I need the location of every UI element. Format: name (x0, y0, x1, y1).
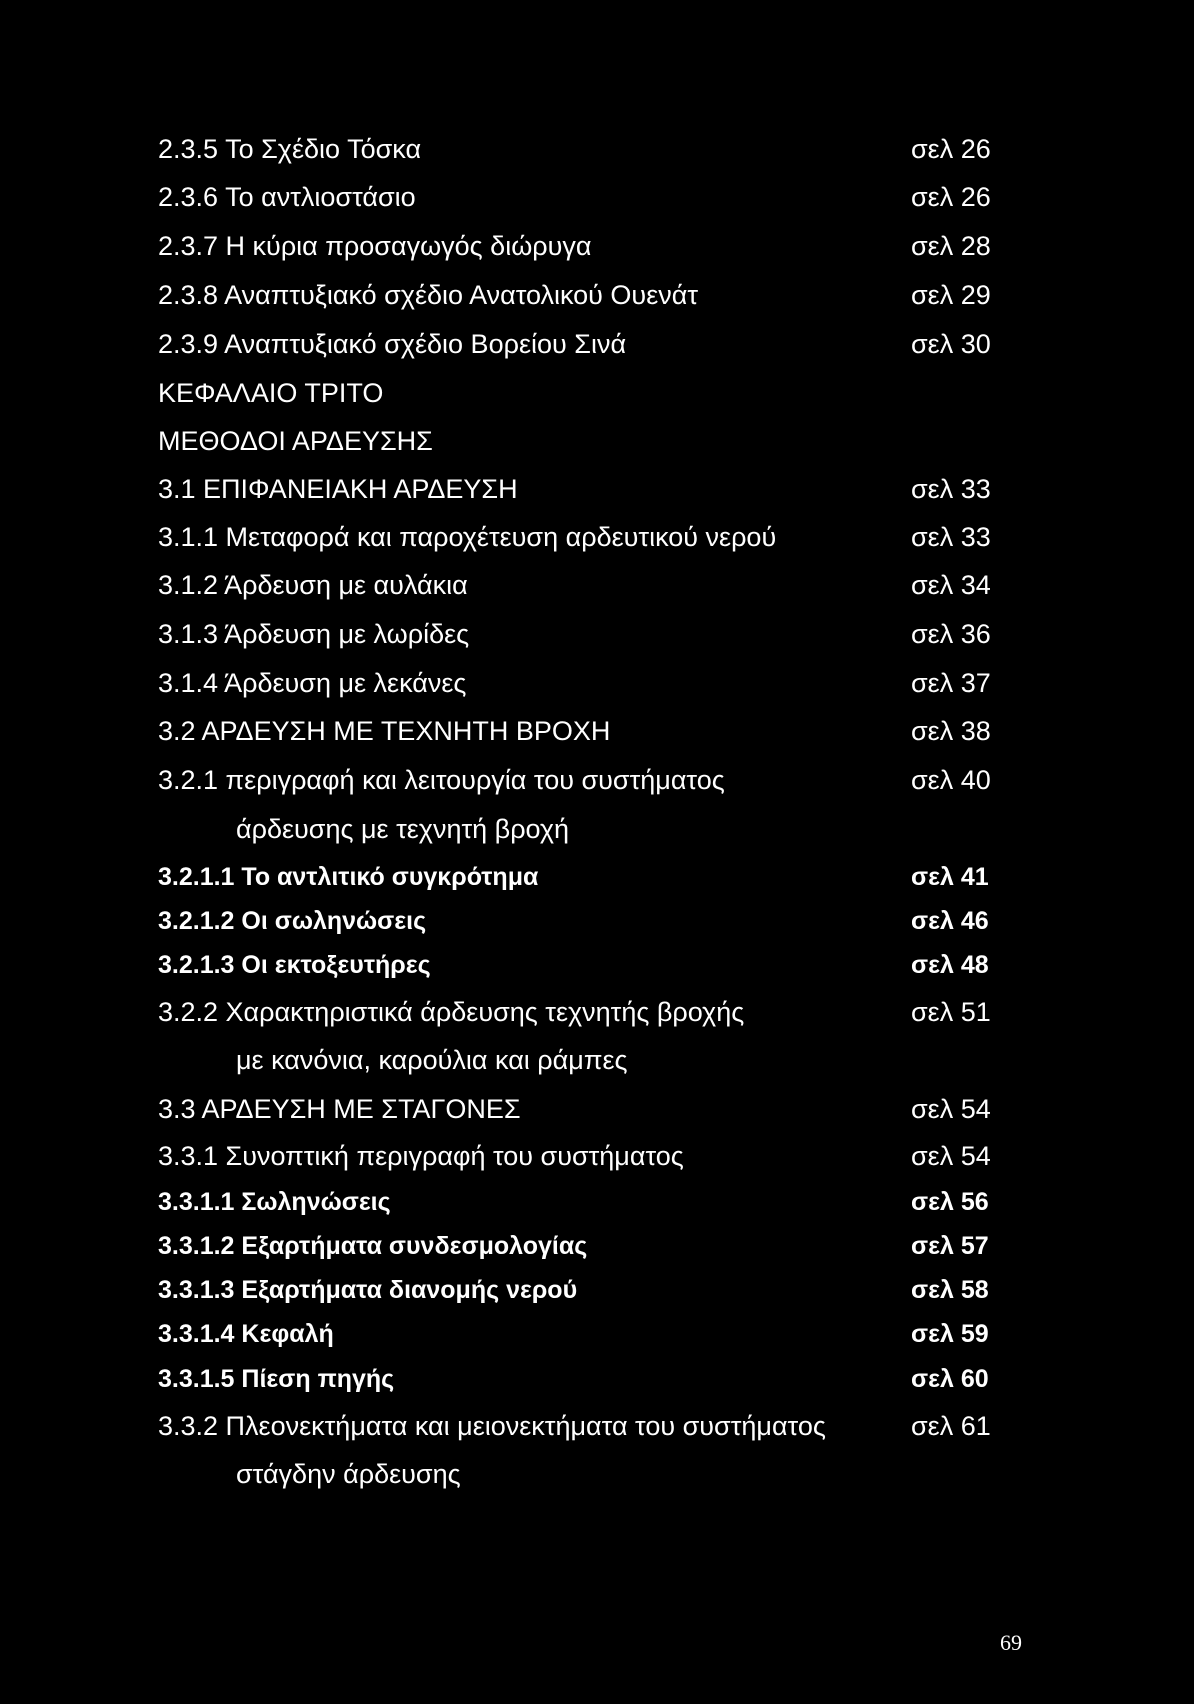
toc-entry-page: σελ 40 (911, 765, 991, 795)
toc-entry-title: άρδευσης με τεχνητή βροχή (236, 814, 570, 844)
toc-entry (158, 226, 1003, 266)
toc-entry-title: 3.1.1 Μεταφορά και παροχέτευση αρδευτικού νερού (158, 522, 777, 552)
toc-entry-title: 3.3.1.2 Εξαρτήματα συνδεσμολογίας (158, 1232, 588, 1260)
toc-entry (158, 614, 1003, 654)
toc-entry-title: 3.3.1.5 Πίεση πηγής (158, 1365, 395, 1393)
toc-entry (158, 129, 1003, 169)
toc-entry-page: σελ 30 (911, 329, 991, 359)
toc-entry-title: 3.1.3 Άρδευση με λωρίδες (158, 619, 470, 649)
toc-entry-title: 3.3.1.4 Κεφαλή (158, 1320, 334, 1348)
toc-entry-page: σελ 37 (911, 668, 991, 698)
toc-entry-title: στάγδην άρδευσης (236, 1459, 461, 1489)
toc-entry-title: 3.3.1.1 Σωληνώσεις (158, 1188, 391, 1216)
toc-entry-page: σελ 51 (911, 997, 991, 1027)
toc-entry (158, 421, 1003, 461)
toc-entry (158, 1089, 1003, 1129)
toc-entry-page: σελ 41 (911, 863, 989, 891)
toc-entry-page: σελ 61 (911, 1411, 991, 1441)
toc-entry-title: ΚΕΦΑΛΑΙΟ ΤΡΙΤΟ (158, 378, 384, 408)
toc-entry-page: σελ 58 (911, 1276, 989, 1304)
toc-entry (158, 373, 1003, 413)
toc-entry (158, 469, 1003, 509)
toc-entry-continuation (158, 1454, 1003, 1494)
toc-entry-title: με κανόνια, καρούλια και ράμπες (236, 1045, 628, 1075)
toc-entry (158, 1270, 1003, 1310)
toc-entry-page: σελ 34 (911, 570, 991, 600)
toc-entry (158, 945, 1003, 985)
toc-entry-title: ΜΕΘΟΔΟΙ ΑΡΔΕΥΣΗΣ (158, 426, 433, 456)
toc-entry (158, 1136, 1003, 1176)
toc-entry (158, 857, 1003, 897)
toc-entry (158, 992, 1003, 1032)
toc-entry (158, 517, 1003, 557)
toc-entry-title: 3.2.2 Χαρακτηριστικά άρδευσης τεχνητής βροχής (158, 997, 745, 1027)
toc-entry (158, 760, 1003, 800)
toc-entry (158, 324, 1003, 364)
toc-entry-page: σελ 33 (911, 522, 991, 552)
toc-entry-title: 3.1 ΕΠΙΦΑΝΕΙΑΚΗ ΑΡΔΕΥΣΗ (158, 474, 518, 504)
toc-entry-title: 3.3.1.3 Εξαρτήματα διανομής νερού (158, 1276, 578, 1304)
toc-entry-page: σελ 33 (911, 474, 991, 504)
toc-entry-title: 3.2.1.2 Οι σωληνώσεις (158, 907, 427, 935)
toc-entry-title: 3.2.1.1 Το αντλιτικό συγκρότημα (158, 863, 539, 891)
toc-entry (158, 1314, 1003, 1354)
toc-entry-title: 3.3.1 Συνοπτική περιγραφή του συστήματος (158, 1141, 684, 1171)
toc-entry-title: 3.2.1.3 Οι εκτοξευτήρες (158, 951, 431, 979)
toc-entry-title: 3.2 ΑΡΔΕΥΣΗ ΜΕ ΤΕΧΝΗΤΗ ΒΡΟΧΗ (158, 716, 611, 746)
toc-entry-title: 3.3.2 Πλεονεκτήματα και μειονεκτήματα του συστήματος (158, 1411, 826, 1441)
toc-entry-title: 2.3.7 Η κύρια προσαγωγός διώρυγα (158, 231, 592, 261)
toc-entry-title: 3.1.4 Άρδευση με λεκάνες (158, 668, 467, 698)
toc-entry-page: σελ 38 (911, 716, 991, 746)
toc-entry (158, 275, 1003, 315)
page-number: 69 (1000, 1630, 1022, 1655)
toc-entry-page: σελ 46 (911, 907, 989, 935)
toc-entry (158, 663, 1003, 703)
toc-entry (158, 711, 1003, 751)
toc-entry-page: σελ 59 (911, 1320, 989, 1348)
toc-entry-title: 2.3.5 Το Σχέδιο Τόσκα (158, 134, 422, 164)
toc-entry-page: σελ 26 (911, 134, 991, 164)
toc-entry-page: σελ 56 (911, 1188, 989, 1216)
toc-entry (158, 1406, 1003, 1446)
toc-entry-title: 3.3 ΑΡΔΕΥΣΗ ΜΕ ΣΤΑΓΟΝΕΣ (158, 1094, 521, 1124)
toc-entry (158, 565, 1003, 605)
toc-entry-title: 2.3.6 Το αντλιοστάσιο (158, 182, 416, 212)
toc-entry-page: σελ 48 (911, 951, 989, 979)
toc-entry-page: σελ 28 (911, 231, 991, 261)
toc-entry (158, 1226, 1003, 1266)
toc-entry-page: σελ 54 (911, 1141, 991, 1171)
toc-entry-page: σελ 36 (911, 619, 991, 649)
toc-entry-page: σελ 57 (911, 1232, 989, 1260)
toc-entry-title: 3.2.1 περιγραφή και λειτουργία του συστήματος (158, 765, 725, 795)
toc-entry-continuation (158, 809, 1003, 849)
toc-entry-page: σελ 29 (911, 280, 991, 310)
toc-entry-page: σελ 60 (911, 1365, 989, 1393)
toc-entry-title: 3.1.2 Άρδευση με αυλάκια (158, 570, 468, 600)
toc-entry-continuation (158, 1040, 1003, 1080)
toc-entry-title: 2.3.9 Αναπτυξιακό σχέδιο Βορείου Σινά (158, 329, 627, 359)
toc-entry-page: σελ 26 (911, 182, 991, 212)
toc-entry (158, 1182, 1003, 1222)
toc-entry-page: σελ 54 (911, 1094, 991, 1124)
toc-entry (158, 901, 1003, 941)
toc-entry-title: 2.3.8 Αναπτυξιακό σχέδιο Ανατολικού Ουενάτ (158, 280, 699, 310)
toc-entry (158, 1359, 1003, 1399)
toc-entry (158, 177, 1003, 217)
